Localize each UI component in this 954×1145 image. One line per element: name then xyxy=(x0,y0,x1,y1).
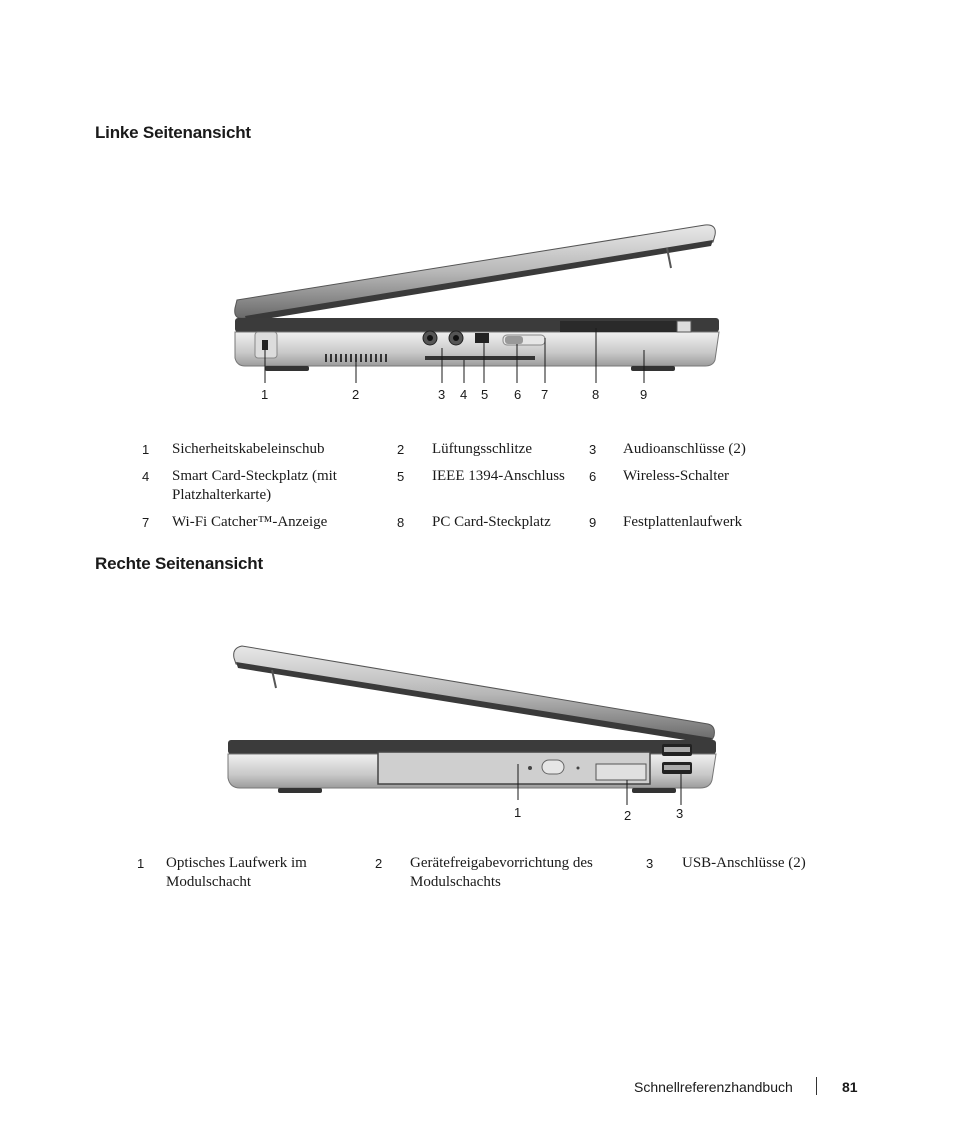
laptop-right-side-illustration xyxy=(222,640,722,830)
legend-left-text-6: Wireless-Schalter xyxy=(623,468,730,484)
legend-right-text-1: Optisches Laufwerk im Modulschacht xyxy=(166,855,307,890)
callout-left-9: 9 xyxy=(640,387,648,402)
callout-right-3: 3 xyxy=(676,806,684,821)
legend-left-text-7: Wi-Fi Catcher™-Anzeige xyxy=(172,514,328,530)
legend-left-text-2: Lüftungsschlitze xyxy=(432,441,532,457)
legend-left-text-9: Festplattenlaufwerk xyxy=(623,514,743,530)
legend-left-text-8: PC Card-Steckplatz xyxy=(432,514,551,530)
callout-right-1: 1 xyxy=(514,805,522,820)
legend-left-num-4: 4 xyxy=(142,469,150,484)
callout-left-3: 3 xyxy=(438,387,446,402)
legend-left-num-8: 8 xyxy=(397,515,405,530)
legend-left-num-3: 3 xyxy=(589,442,597,457)
callout-left-6: 6 xyxy=(514,387,522,402)
legend-left-num-5: 5 xyxy=(397,469,405,484)
legend-left-text-4: Smart Card-Steckplatz (mit Platzhalterkarte) xyxy=(172,468,337,503)
legend-left-text-1: Sicherheitskabeleinschub xyxy=(172,441,325,457)
legend-right-text-2: Gerätefreigabevorrichtung des Modulschachts xyxy=(410,855,593,890)
callout-right-2: 2 xyxy=(624,808,632,823)
legend-left-num-1: 1 xyxy=(142,442,150,457)
callout-left-4: 4 xyxy=(460,387,468,402)
legend-left-num-9: 9 xyxy=(589,515,597,530)
callout-left-5: 5 xyxy=(481,387,489,402)
legend-left-num-6: 6 xyxy=(589,469,597,484)
legend-left-text-5: IEEE 1394-Anschluss xyxy=(432,468,565,484)
callout-left-8: 8 xyxy=(592,387,600,402)
callout-left-7: 7 xyxy=(541,387,549,402)
legend-right-num-1: 1 xyxy=(137,856,145,871)
legend-right-text-3: USB-Anschlüsse (2) xyxy=(682,855,806,871)
section-heading-left-view: Linke Seitenansicht xyxy=(95,123,251,142)
footer-separator xyxy=(816,1077,817,1095)
laptop-left-side-illustration xyxy=(225,220,725,410)
legend-left-num-7: 7 xyxy=(142,515,150,530)
legend-right-num-2: 2 xyxy=(375,856,383,871)
footer-document-title: Schnellreferenzhandbuch xyxy=(634,1079,793,1095)
legend-left-num-2: 2 xyxy=(397,442,405,457)
callout-left-1: 1 xyxy=(261,387,269,402)
legend-right-num-3: 3 xyxy=(646,856,654,871)
legend-left-text-3: Audioanschlüsse (2) xyxy=(623,441,746,457)
page-number: 81 xyxy=(842,1079,858,1095)
section-heading-right-view: Rechte Seitenansicht xyxy=(95,554,263,573)
callout-left-2: 2 xyxy=(352,387,360,402)
